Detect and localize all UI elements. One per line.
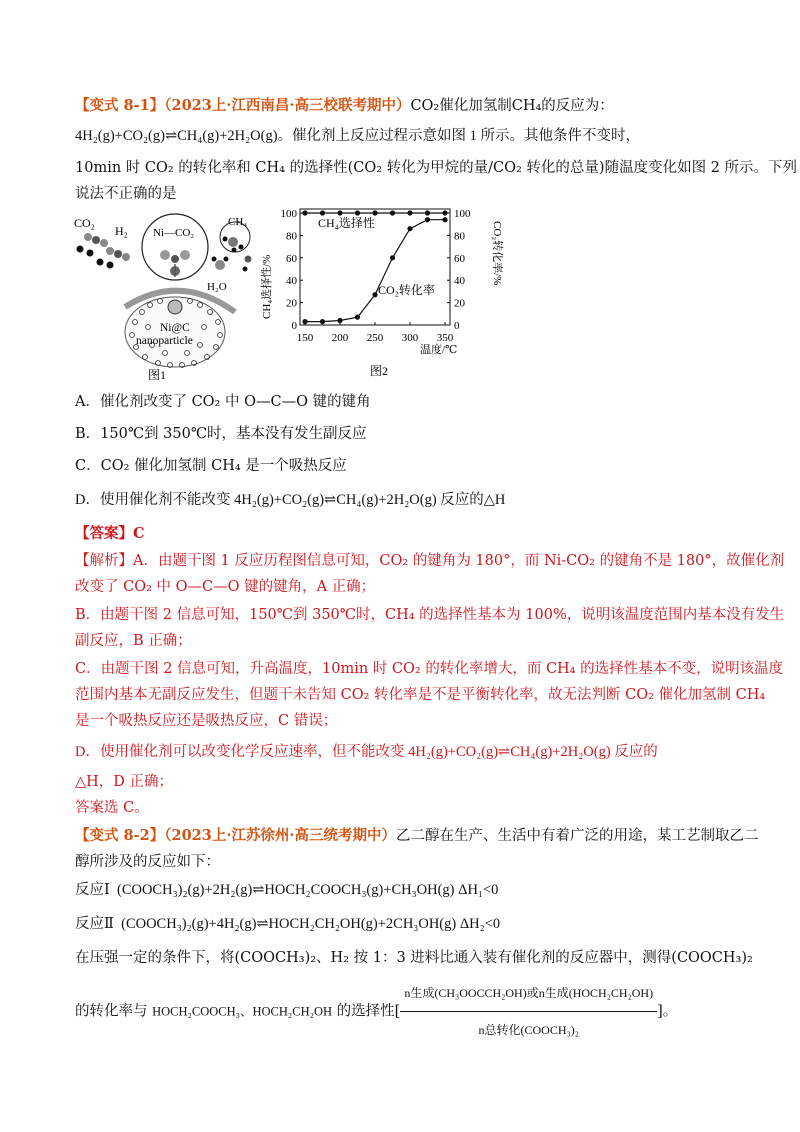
- q2-reaction-2: [75, 913, 500, 935]
- q2-r1-equation: (COOCH₃)₂(g)+2H₂(g)⇌HOCH₂COOCH₃(g)+CH₃OH(g) ΔH₁<0: [116, 882, 499, 898]
- fig1-ni-co2-label: Ni—CO₂: [153, 227, 195, 239]
- x-tick-label-0: 150: [296, 332, 314, 344]
- series-1-point-0: [302, 319, 307, 324]
- series-0-point-2: [337, 210, 342, 215]
- y-tick-label-left-1: 20: [286, 297, 297, 310]
- series-0-point-3: [355, 210, 360, 215]
- fraction-numerator: n生成(CH₃OOCCH₂OH)或n生成(HOCH₂CH₂OH): [400, 975, 657, 1012]
- option-c: C．CO₂ 催化加氢制 CH₄ 是一个吸热反应: [75, 458, 347, 474]
- analysis-line-5: C．由题干图 2 信息可知，升高温度，10min 时 CO₂ 的转化率增大，而 CH₄ 的选择性基本不变，说明该温度: [75, 661, 784, 677]
- fig1-caption: 图1: [148, 368, 167, 382]
- y-tick-label-right-0: 0: [454, 320, 460, 332]
- analysis-line-4: 副反应，B 正确；: [75, 633, 192, 649]
- series-line-1: [305, 220, 445, 322]
- q2-header: [75, 825, 758, 847]
- ni-site: [168, 300, 182, 314]
- q2-paragraph-1: 在压强一定的条件下，将(COOCH₃)₂、H₂ 按 1：3 进料比通入装有催化剂的反应器中，测得(COOCH₃)₂: [75, 950, 753, 966]
- q2-p2d: ]。: [657, 1003, 678, 1020]
- q2-intro: 乙二醇在生产、生活中有着广泛的用途，某工艺制取乙二: [395, 828, 759, 844]
- series-1-point-3: [355, 315, 360, 320]
- fig1-h2-label: H₂: [115, 224, 128, 238]
- q1-intro2: 。催化剂上反应过程示意如图 1 所示。其他条件不变时，: [277, 128, 641, 144]
- fig1-ch4-label: CH₄: [228, 216, 248, 228]
- q2-reaction-1: [75, 879, 498, 901]
- q1-source: （2023上·江西南昌·高三校联考期中）: [164, 97, 411, 114]
- ni-co2-molecule-icon: [160, 250, 190, 277]
- analysis-line-6: 范围内基本无副反应发生，但题干未告知 CO₂ 转化率是不是平衡转化率，故无法判断 CO₂ 催化加氢制 CH₄: [75, 687, 766, 703]
- option-a: A．催化剂改变了 CO₂ 中 O—C—O 键的键角: [75, 394, 371, 410]
- q2-tag: 【变式 8-2】: [75, 827, 165, 844]
- q2-p2c: 的选择性[: [336, 1003, 401, 1020]
- ch4-molecule-icon: [223, 237, 244, 253]
- series-0-point-6: [407, 210, 412, 215]
- series-1-point-8: [442, 217, 447, 222]
- chart-label-conversion: CO₂转化率: [378, 283, 435, 297]
- series-1-point-5: [390, 255, 395, 260]
- y-tick-label-left-4: 80: [286, 230, 297, 243]
- analysis-line-9: △H，D 正确；: [75, 774, 174, 790]
- fig1-h2o-label: H₂O: [207, 281, 227, 293]
- y-tick-label-right-2: 40: [454, 275, 465, 288]
- x-tick-label-3: 300: [401, 332, 419, 344]
- series-1-point-2: [337, 318, 342, 323]
- fig1-nano-label: nanoparticle: [136, 335, 193, 347]
- x-tick-label-4: 350: [436, 332, 454, 344]
- series-1-point-4: [372, 292, 377, 297]
- chart-label-selectivity: CH₄选择性: [318, 216, 375, 230]
- fig1-nic-label: Ni@C: [160, 322, 190, 334]
- series-0-point-5: [390, 210, 395, 215]
- q1-intro: CO₂催化加氢制CH₄的反应为：: [410, 98, 614, 114]
- analysis-line-8: D．使用催化剂可以改变化学反应速率，但不能改变 4H₂(g)+CO₂(g)⇌CH₄(g)+2H₂O(g) 反应的: [75, 744, 658, 760]
- q2-paragraph-2: [75, 975, 677, 1048]
- q2-r2-equation: (COOCH₃)₂(g)+4H₂(g)⇌HOCH₂CH₂OH(g)+2CH₃OH(g) ΔH₂<0: [121, 916, 501, 932]
- q1-intro4: 说法不正确的是: [75, 186, 177, 202]
- q1-header: [75, 95, 614, 117]
- series-0-point-7: [425, 210, 430, 215]
- figure-1: [70, 207, 265, 382]
- q1-intro3: 10min 时 CO₂ 的转化率和 CH₄ 的选择性(CO₂ 转化为甲烷的量/CO₂ 转化的总量)随温度变化如图 2 所示。下列: [75, 160, 798, 176]
- figure-2-chart: [260, 201, 503, 381]
- series-1-point-7: [425, 217, 430, 222]
- series-1-point-1: [320, 319, 325, 324]
- q1-answer: 【答案】C: [75, 525, 145, 542]
- co2-molecules-icon: [77, 233, 131, 269]
- chart-ylabel-left: CH₄选择性/%: [261, 254, 273, 319]
- fraction-denominator: n总转化(COOCH₃)₂: [478, 1023, 579, 1037]
- analysis-line-3: B．由题干图 2 信息可知，150℃到 350℃时，CH₄ 的选择性基本为 100%，说明该温度范围内基本没有发生: [75, 607, 785, 623]
- q2-p2b: HOCH₂COOCH₃、HOCH₂CH₂OH: [152, 1004, 333, 1019]
- y-tick-label-left-2: 40: [286, 275, 297, 288]
- y-tick-label-left-3: 60: [286, 252, 297, 265]
- fig2-caption: 图2: [370, 364, 389, 378]
- q2-p2a: 的转化率与: [75, 1003, 148, 1020]
- chart-ylabel-right: CO₂转化率/%: [491, 221, 503, 286]
- x-tick-label-1: 200: [331, 332, 349, 344]
- y-tick-label-right-4: 80: [454, 230, 465, 243]
- q2-r1-label: 反应Ⅰ: [75, 882, 110, 898]
- chart-xlabel: 温度/℃: [420, 344, 458, 356]
- analysis-line-1: 【解析】A．由题干图 1 反应历程图信息可知，CO₂ 的键角为 180°，而 Ni-CO₂ 的键角不是 180°，故催化剂: [75, 553, 785, 569]
- analysis-line-10: 答案选 C。: [75, 800, 149, 816]
- series-0-point-1: [320, 210, 325, 215]
- y-tick-label-right-1: 20: [454, 297, 465, 310]
- y-tick-label-left-5: 100: [280, 208, 297, 220]
- series-0-point-8: [442, 210, 447, 215]
- q2-intro2: 醇所涉及的反应如下：: [75, 854, 220, 870]
- y-tick-label-right-3: 60: [454, 252, 465, 265]
- q2-source: （2023上·江苏徐州·高三统考期中）: [164, 827, 396, 844]
- fig1-co2-label: CO₂: [74, 216, 95, 230]
- analysis-line-2: 改变了 CO₂ 中 O—C—O 键的键角，A 正确；: [75, 579, 376, 595]
- y-tick-label-right-5: 100: [454, 208, 471, 220]
- option-b: B．150℃到 350℃时，基本没有发生副反应: [75, 426, 367, 442]
- y-tick-label-left-0: 0: [291, 320, 297, 332]
- series-0-point-0: [302, 210, 307, 215]
- q1-equation: 4H₂(g)+CO₂(g)⇌CH₄(g)+2H₂O(g): [75, 128, 278, 144]
- selectivity-fraction: [400, 975, 657, 1048]
- q1-tag: 【变式 8-1】: [75, 97, 165, 114]
- q2-r2-label: 反应Ⅱ: [75, 916, 114, 932]
- analysis-line-7: 是一个吸热反应还是吸热反应，C 错误；: [75, 713, 338, 729]
- option-d: D．使用催化剂不能改变 4H₂(g)+CO₂(g)⇌CH₄(g)+2H₂O(g) 反应的△H: [75, 492, 506, 508]
- h2o-molecule-icon: [212, 256, 252, 272]
- q1-equation-line: [75, 125, 640, 147]
- series-0-point-4: [372, 210, 377, 215]
- series-1-point-6: [407, 226, 412, 231]
- x-tick-label-2: 250: [366, 332, 384, 344]
